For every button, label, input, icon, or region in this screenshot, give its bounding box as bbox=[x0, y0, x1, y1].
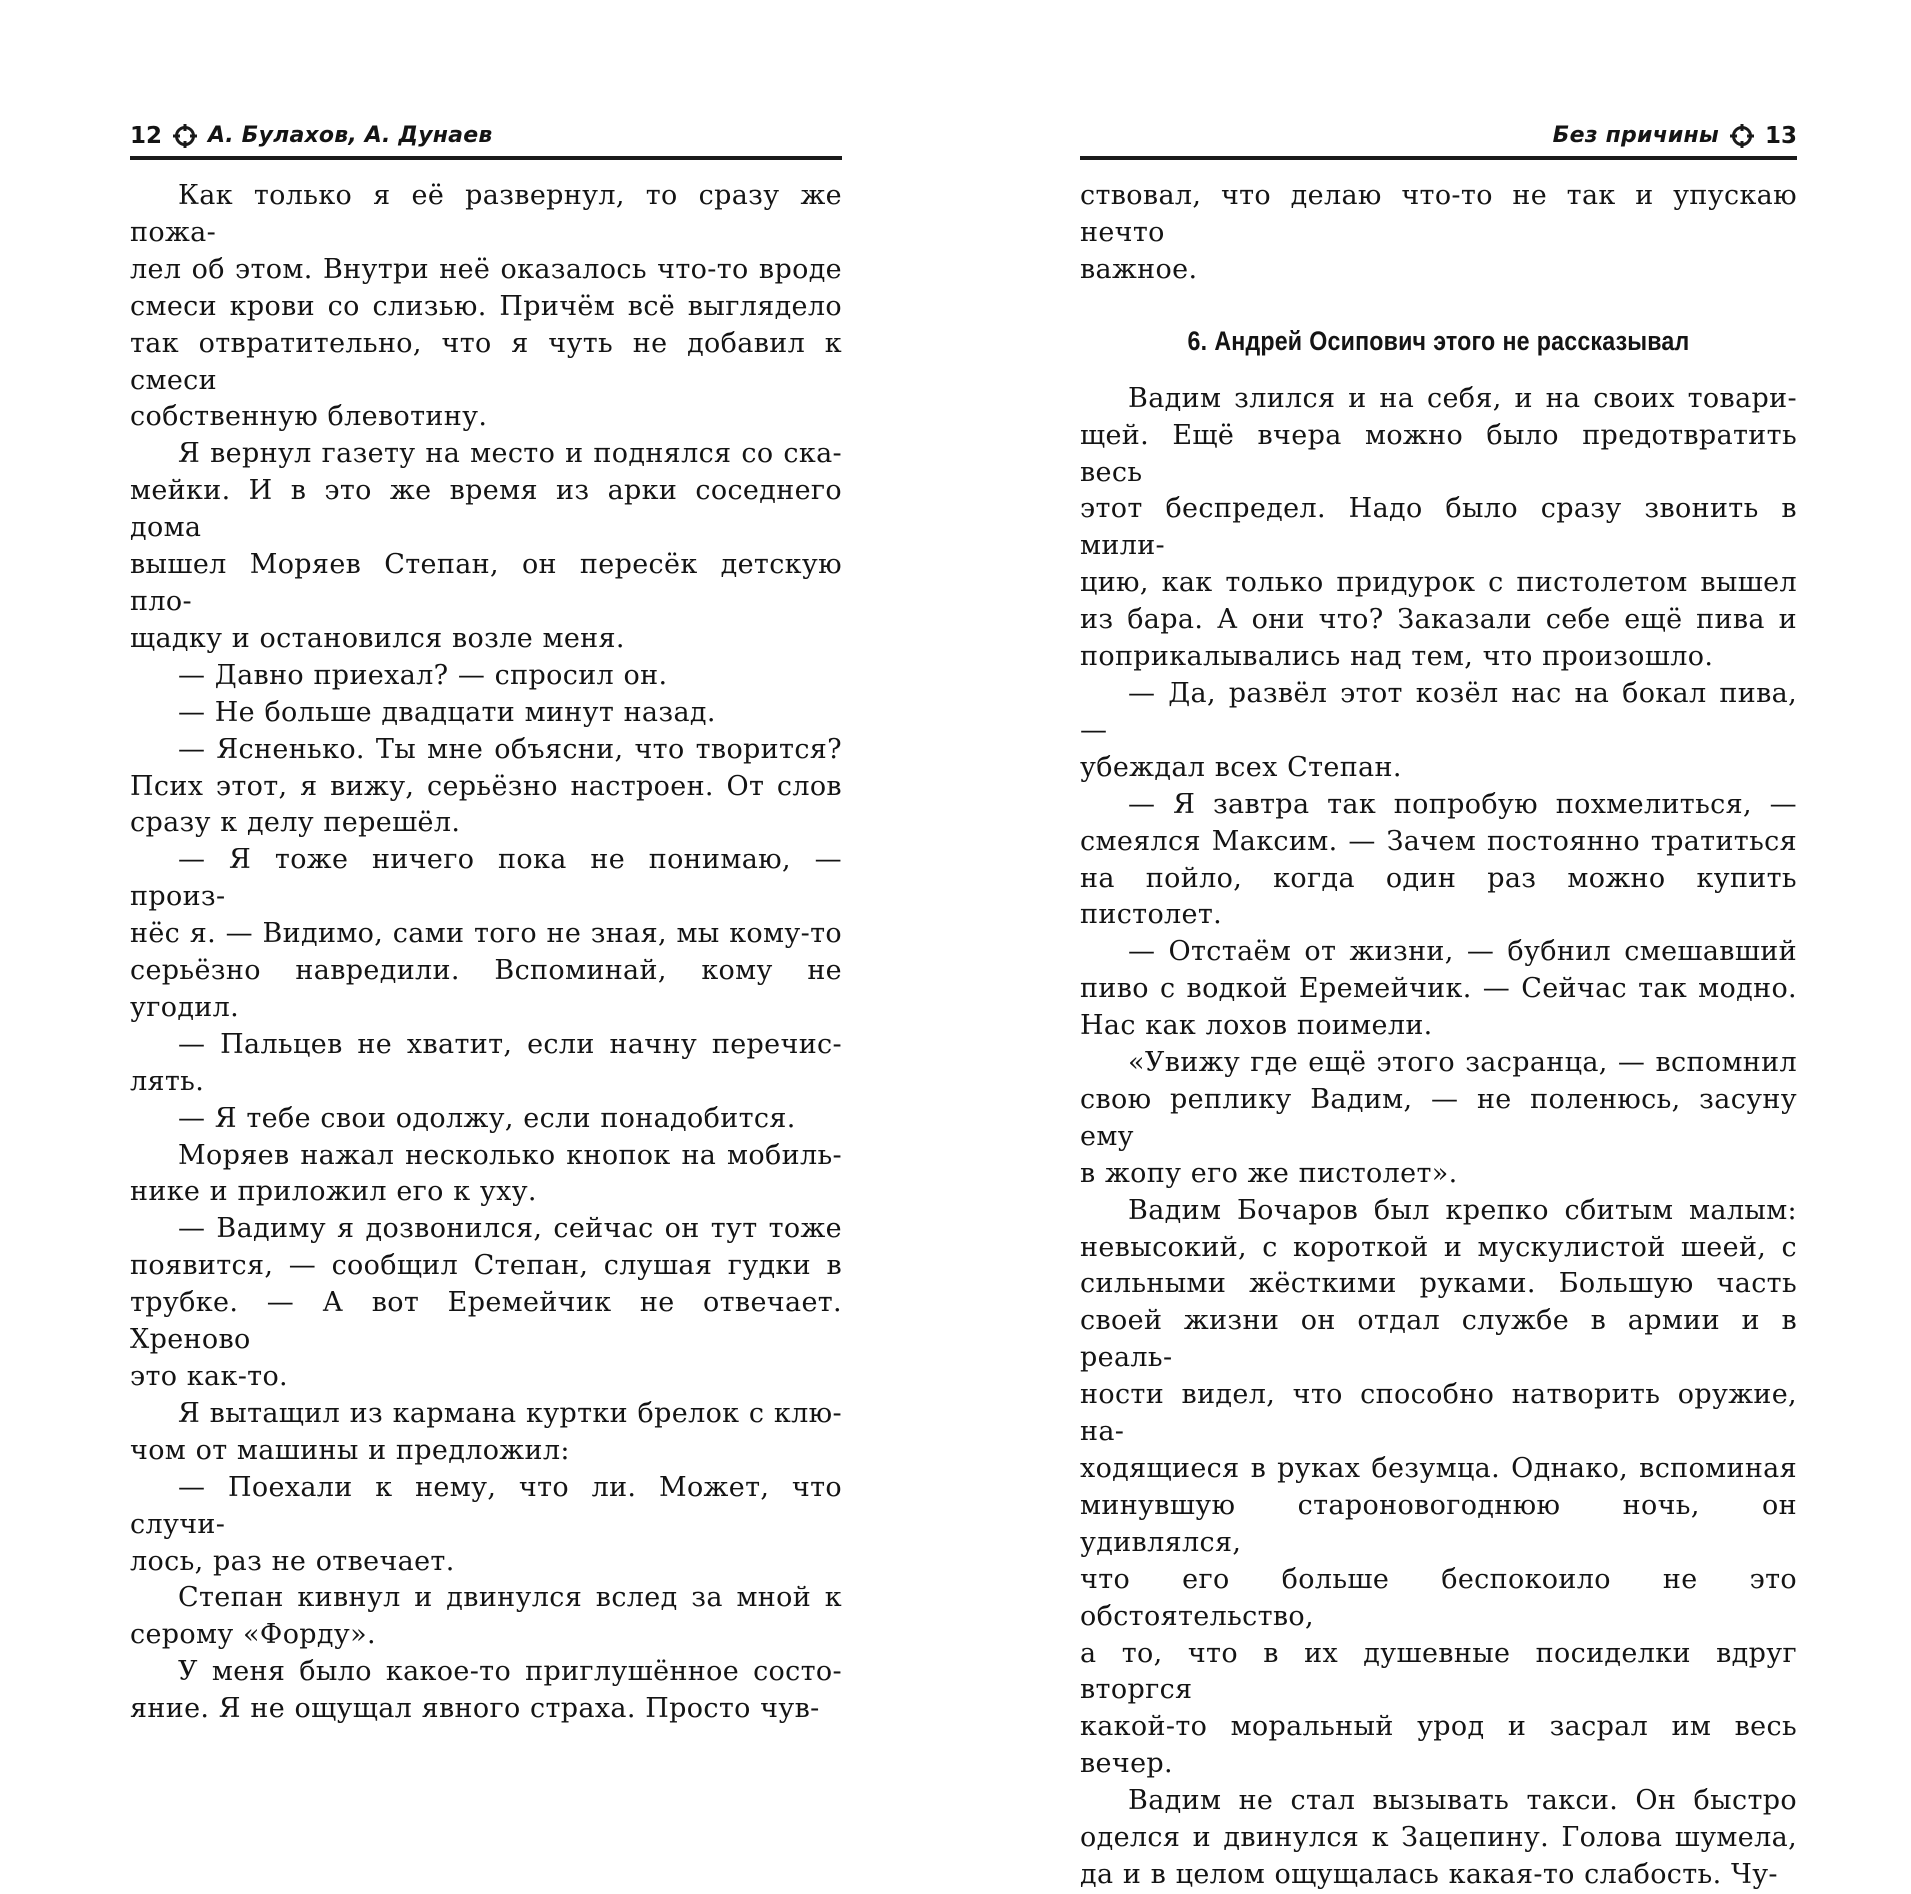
paragraph bbox=[1080, 1045, 1797, 1193]
paragraph bbox=[130, 1101, 842, 1138]
text-line: щадку и остановился возле меня. bbox=[130, 622, 625, 654]
text-line: сильными жёсткими руками. Большую часть bbox=[1080, 1268, 1797, 1300]
paragraph bbox=[1080, 934, 1797, 1045]
text-line: — Вадиму я дозвонился, сейчас он тут тоже bbox=[178, 1213, 842, 1245]
page-number-right: 13 bbox=[1764, 123, 1797, 149]
running-head-book-title: Без причины bbox=[1552, 123, 1719, 148]
text-line: цию, как только придурок с пистолетом вышел bbox=[1080, 567, 1797, 599]
text-line: Вадим Бочаров был крепко сбитым малым: bbox=[1128, 1194, 1797, 1226]
text-line: Я вытащил из кармана куртки брелок с клю- bbox=[178, 1397, 842, 1429]
text-line: появится, — сообщил Степан, слушая гудки в bbox=[130, 1250, 842, 1282]
text-line: свою реплику Вадим, — не поленюсь, засуну ему bbox=[1080, 1083, 1797, 1152]
text-line: да и в целом ощущалась какая-то слабость. Чу- bbox=[1080, 1858, 1778, 1890]
paragraph bbox=[1080, 1193, 1797, 1784]
text-line: сразу к делу перешёл. bbox=[130, 807, 461, 839]
text-line: это как-то. bbox=[130, 1361, 288, 1392]
text-line: серому «Форду». bbox=[130, 1619, 376, 1651]
right-running-head bbox=[1080, 116, 1797, 160]
continuation-paragraph-group bbox=[1080, 178, 1797, 289]
text-line: важное. bbox=[1080, 253, 1198, 285]
text-line: мейки. И в это же время из арки соседнего дома bbox=[130, 475, 842, 544]
right-page bbox=[1080, 0, 1797, 1890]
text-line: Псих этот, я вижу, серьёзно настроен. От слов bbox=[130, 770, 842, 802]
crosshair-diamond-icon bbox=[172, 123, 198, 149]
text-line: минувшую староновогоднюю ночь, он удивлялся, bbox=[1080, 1489, 1797, 1558]
text-line: Степан кивнул и двинулся вслед за мной к bbox=[178, 1582, 842, 1614]
text-line: «Увижу где ещё этого засранца, — вспомнил bbox=[1128, 1047, 1797, 1079]
text-line: — Я тоже ничего пока не понимаю, — произ- bbox=[130, 844, 842, 913]
text-line: — Пальцев не хватит, если начну перечис- bbox=[178, 1028, 842, 1060]
text-line: смеси крови со слизью. Причём всё выглядело bbox=[130, 290, 842, 322]
paragraph bbox=[1080, 1783, 1797, 1894]
text-line: — Давно приехал? — спросил он. bbox=[178, 659, 668, 691]
paragraph bbox=[130, 732, 842, 843]
text-line: что его больше беспокоило не это обстоятельство, bbox=[1080, 1563, 1797, 1632]
text-line: нёс я. — Видимо, сами того не зная, мы кому-то bbox=[130, 918, 842, 950]
text-line: своей жизни он отдал службе в армии и в реаль- bbox=[1080, 1305, 1797, 1374]
text-line: — Ясненько. Ты мне объясни, что творится? bbox=[178, 733, 842, 765]
text-line: пиво с водкой Еремейчик. — Сейчас так модно. bbox=[1080, 973, 1797, 1005]
paragraph bbox=[130, 1027, 842, 1101]
text-line: из бара. А они что? Заказали себе ещё пива и bbox=[1080, 604, 1797, 636]
text-line: смеялся Максим. — Зачем постоянно тратиться bbox=[1080, 825, 1797, 857]
right-text-block bbox=[1080, 178, 1797, 1894]
left-running-head bbox=[130, 116, 842, 160]
paragraph bbox=[130, 695, 842, 732]
paragraph bbox=[130, 436, 842, 657]
text-line: поприкалывались над тем, что произошло. bbox=[1080, 641, 1714, 673]
paragraph bbox=[130, 178, 842, 436]
paragraph bbox=[130, 1580, 842, 1654]
text-line: — Отстаём от жизни, — бубнил смешавший bbox=[1128, 936, 1797, 968]
text-line: оделся и двинулся к Зацепину. Голова шумела, bbox=[1080, 1822, 1797, 1854]
text-line: трубке. — А вот Еремейчик не отвечает. Хреново bbox=[130, 1287, 842, 1356]
paragraph bbox=[1080, 787, 1797, 935]
chapter-heading: 6. Андрей Осипович этого не рассказывал bbox=[1187, 325, 1690, 356]
text-line: вышел Моряев Степан, он пересёк детскую пло- bbox=[130, 549, 842, 617]
paragraph bbox=[130, 1396, 842, 1470]
text-line: так отвратительно, что я чуть не добавил к смеси bbox=[130, 327, 842, 396]
left-page bbox=[130, 0, 842, 1725]
text-line: ствовал, что делаю что-то не так и упускаю нечто bbox=[1080, 180, 1797, 248]
paragraph bbox=[130, 1138, 842, 1212]
paragraph bbox=[130, 1470, 842, 1581]
text-line: нике и приложил его к уху. bbox=[130, 1176, 537, 1208]
paragraph bbox=[1080, 178, 1797, 289]
text-line: Нас как лохов поимели. bbox=[1080, 1010, 1433, 1042]
paragraph bbox=[1080, 381, 1797, 676]
text-line: невысокий, с короткой и мускулистой шеей, с bbox=[1080, 1231, 1797, 1263]
running-head-authors: А. Булахов, А. Дунаев bbox=[208, 123, 493, 148]
text-line: — Да, развёл этот козёл нас на бокал пива, — bbox=[1080, 677, 1797, 746]
paragraph bbox=[130, 1211, 842, 1396]
right-paragraph-group bbox=[1080, 381, 1797, 1894]
text-line: серьёзно навредили. Вспоминай, кому не угодил. bbox=[130, 955, 842, 1023]
text-line: лять. bbox=[130, 1065, 205, 1097]
text-line: — Я тебе свои одолжу, если понадобится. bbox=[178, 1102, 796, 1134]
paragraph bbox=[130, 842, 842, 1027]
text-line: щей. Ещё вчера можно было предотвратить весь bbox=[1080, 419, 1797, 488]
text-line: а то, что в их душевные посиделки вдруг вторгся bbox=[1080, 1637, 1797, 1706]
left-text-block bbox=[130, 178, 842, 1728]
text-line: убеждал всех Степан. bbox=[1080, 751, 1402, 783]
text-line: Моряев нажал несколько кнопок на мобиль- bbox=[178, 1139, 842, 1171]
paragraph bbox=[1080, 676, 1797, 787]
text-line: в жопу его же пистолет». bbox=[1080, 1157, 1458, 1189]
text-line: — Поехали к нему, что ли. Может, что случи- bbox=[130, 1471, 842, 1540]
text-line: ности видел, что способно натворить оружие, на- bbox=[1080, 1379, 1797, 1448]
text-line: лел об этом. Внутри неё оказалось что-то вроде bbox=[130, 253, 842, 285]
crosshair-diamond-icon bbox=[1729, 123, 1755, 149]
page-number-left: 12 bbox=[130, 123, 163, 149]
text-line: ходящиеся в руках безумца. Однако, вспоминая bbox=[1080, 1453, 1797, 1484]
text-line: Я вернул газету на место и поднялся со ска- bbox=[178, 438, 842, 470]
text-line: Как только я её развернул, то сразу же пожа- bbox=[130, 180, 842, 248]
text-line: яние. Я не ощущал явного страха. Просто чув- bbox=[130, 1693, 820, 1725]
paragraph bbox=[130, 1654, 842, 1728]
text-line: чом от машины и предложил: bbox=[130, 1434, 570, 1466]
text-line: на пойло, когда один раз можно купить пистолет. bbox=[1080, 862, 1797, 931]
text-line: какой-то моральный урод и засрал им весь вечер. bbox=[1080, 1711, 1797, 1780]
text-line: У меня было какое-то приглушённое состо- bbox=[178, 1656, 842, 1688]
paragraph bbox=[130, 658, 842, 695]
text-line: Вадим злился и на себя, и на своих товари- bbox=[1128, 382, 1797, 414]
text-line: Вадим не стал вызывать такси. Он быстро bbox=[1128, 1785, 1797, 1817]
text-line: этот беспредел. Надо было сразу звонить в мили- bbox=[1080, 493, 1797, 562]
text-line: — Не больше двадцати минут назад. bbox=[178, 696, 716, 728]
text-line: лось, раз не отвечает. bbox=[130, 1545, 455, 1577]
text-line: собственную блевотину. bbox=[130, 401, 488, 433]
text-line: — Я завтра так попробую похмелиться, — bbox=[1128, 788, 1797, 820]
